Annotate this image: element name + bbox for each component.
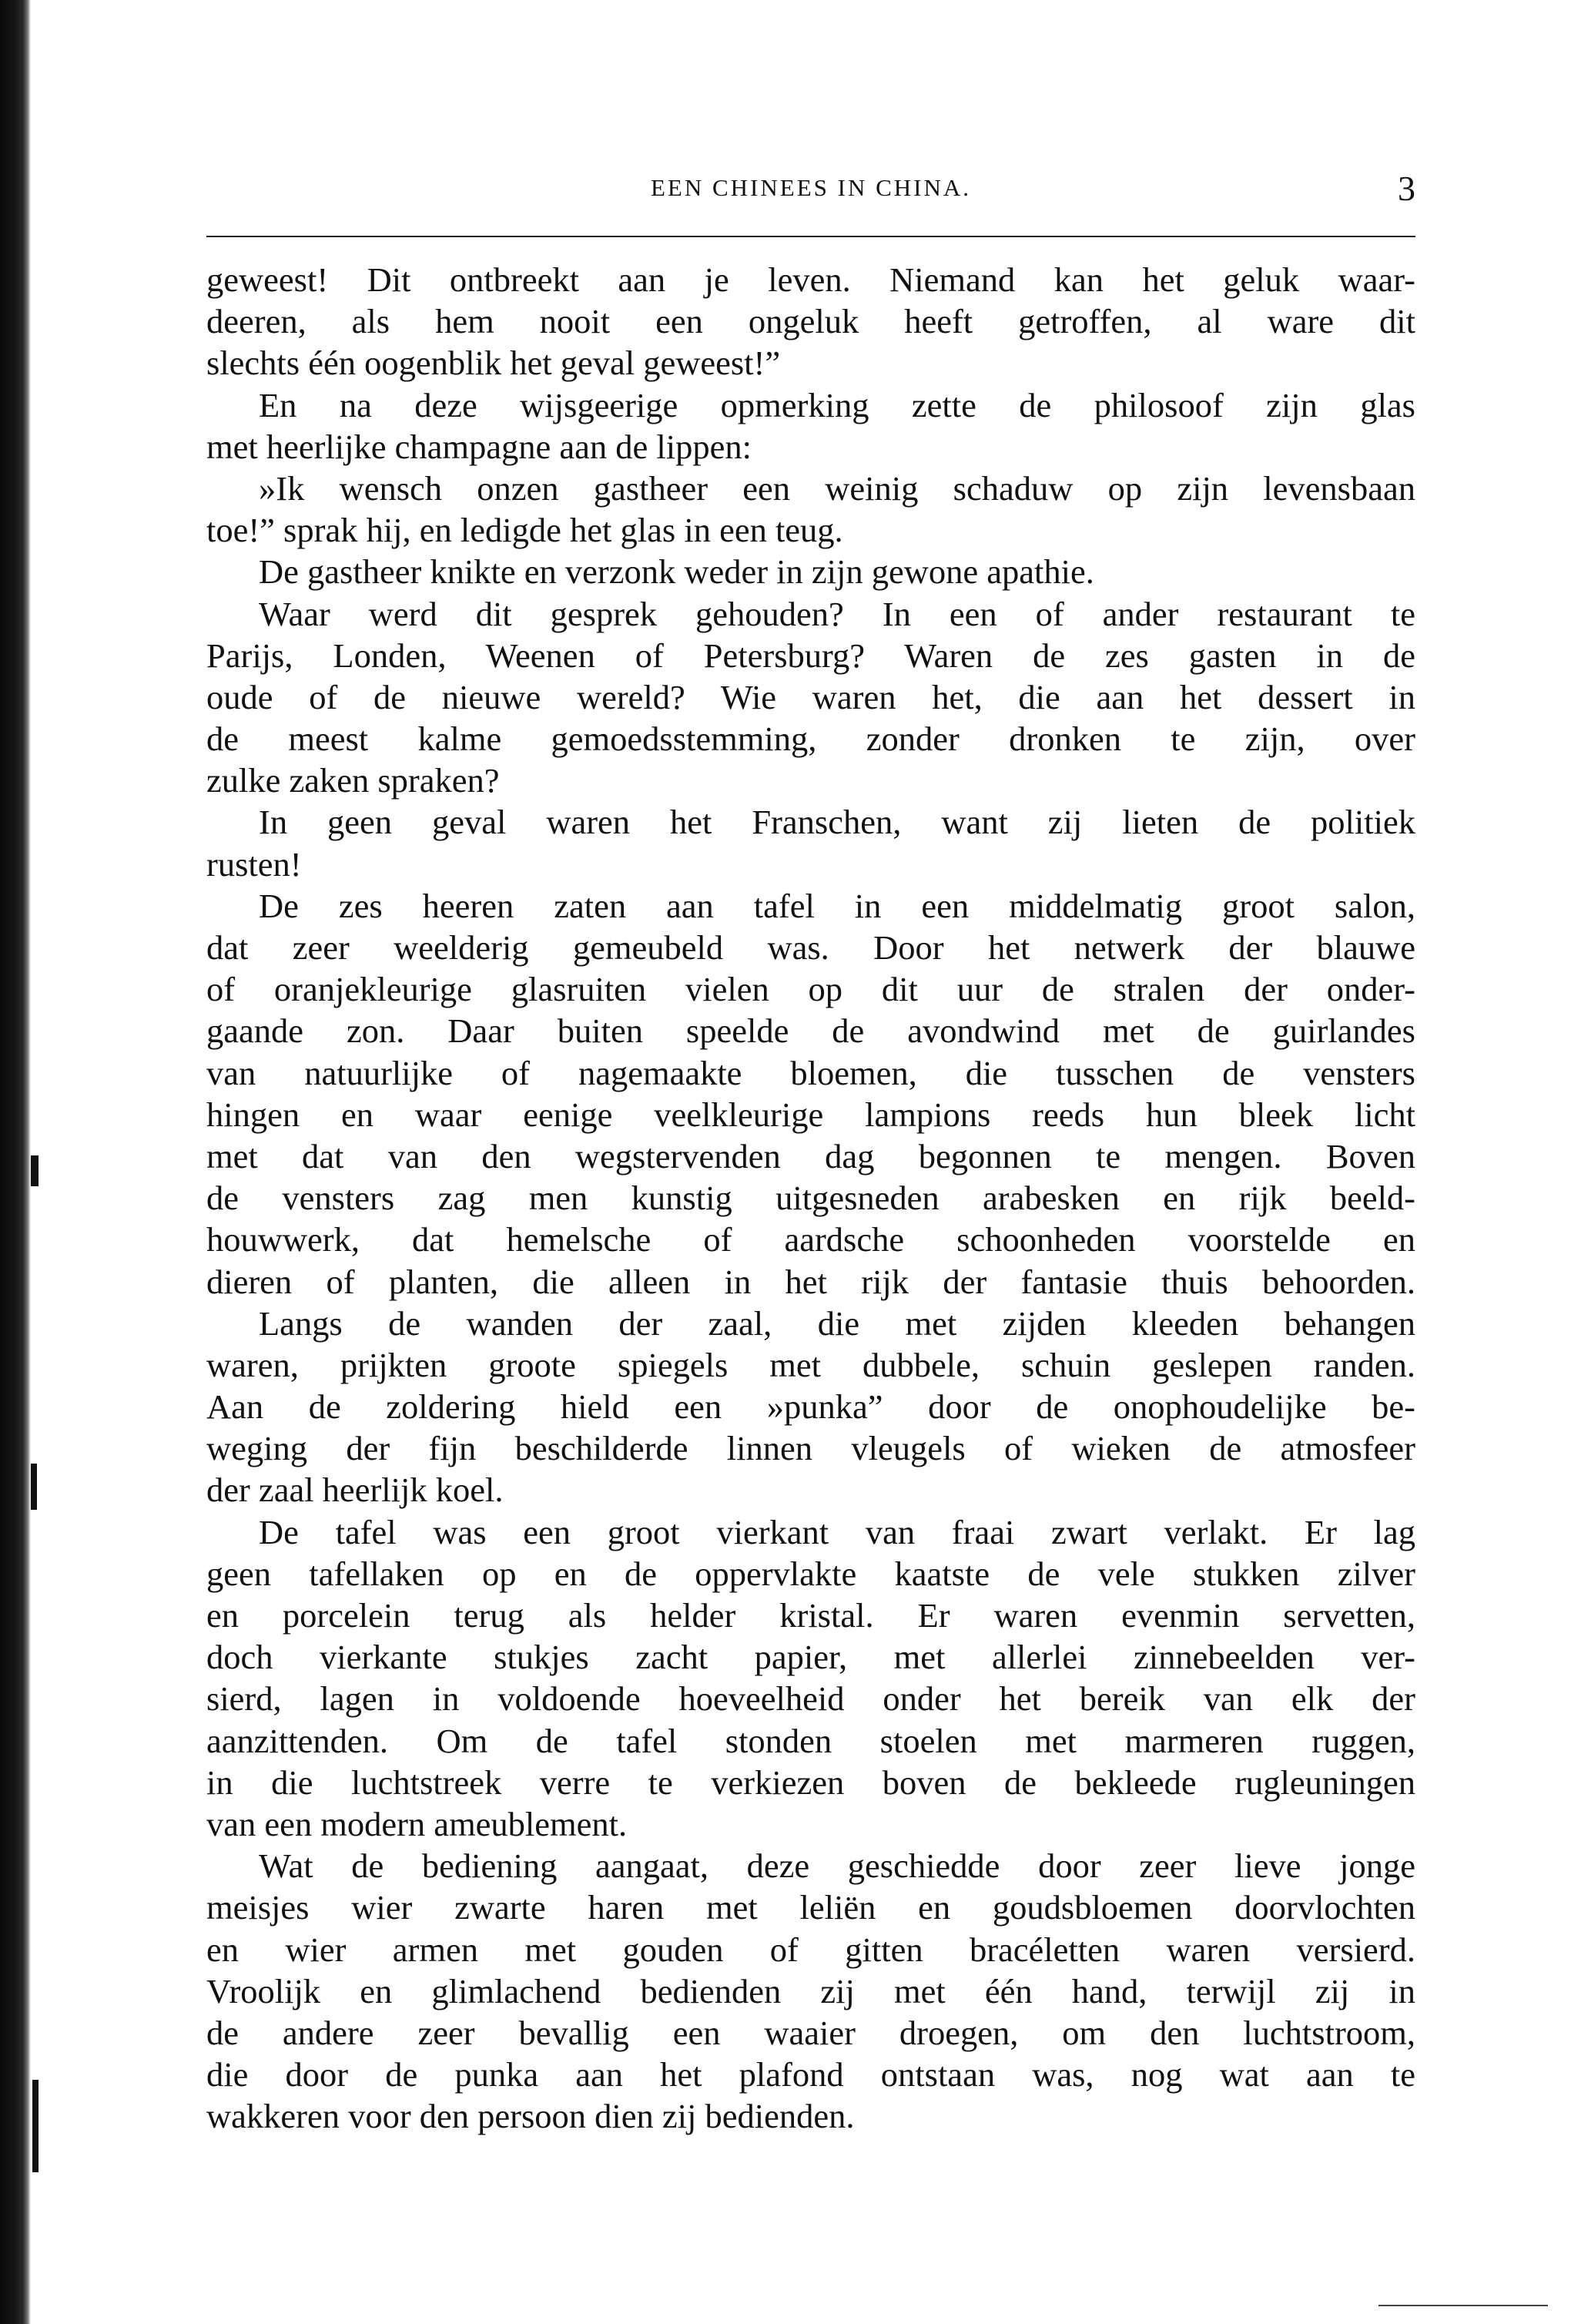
- text-line: En na deze wijsgeerige opmerking zette de philosoof zijn glas: [259, 385, 1415, 424]
- text-line: de meest kalme gemoedsstemming, zonder dronken te zijn, over: [206, 719, 1415, 759]
- text-line: dieren of planten, die alleen in het rijk der fantasie thuis behoorden.: [206, 1262, 1415, 1301]
- text-line: de andere zeer bevallig een waaier droegen, om den luchtstroom,: [206, 2013, 1415, 2052]
- text-line: van een modern ameublement.: [206, 1804, 628, 1843]
- text-line: Langs de wanden der zaal, die met zijden kleeden behangen: [259, 1303, 1415, 1343]
- text-line: gaande zon. Daar buiten speelde de avondwind met de guirlandes: [206, 1011, 1415, 1051]
- text-line: met heerlijke champagne aan de lippen:: [206, 427, 752, 466]
- text-line: met dat van den wegstervenden dag begonnen te mengen. Boven: [206, 1136, 1415, 1175]
- text-line: meisjes wier zwarte haren met leliën en goudsbloemen doorvlochten: [206, 1888, 1415, 1927]
- text-line: wakkeren voor den persoon dien zij bedienden.: [206, 2097, 855, 2136]
- text-line: »Ik wensch onzen gastheer een weinig schaduw op zijn levensbaan: [259, 468, 1415, 508]
- text-line: De zes heeren zaten aan tafel in een middelmatig groot salon,: [259, 886, 1415, 925]
- text-line: weging der fijn beschilderde linnen vleugels of wieken de atmosfeer: [206, 1429, 1415, 1468]
- text-line: hingen en waar eenige veelkleurige lampions reeds hun bleek licht: [206, 1095, 1415, 1134]
- text-line: waren, prijkten groote spiegels met dubbele, schuin geslepen randen.: [206, 1345, 1415, 1384]
- text-line: zulke zaken spraken?: [206, 761, 500, 800]
- scan-speck: [31, 1155, 39, 1186]
- text-line: Wat de bediening aangaat, deze geschiedde door zeer lieve jonge: [259, 1846, 1415, 1886]
- binding-shadow: [0, 0, 31, 2324]
- text-line: der zaal heerlijk koel.: [206, 1471, 504, 1510]
- bottom-rule: [1378, 2305, 1548, 2306]
- running-head: [206, 169, 1415, 220]
- header-rule: [206, 236, 1415, 237]
- text-line: doch vierkante stukjes zacht papier, met allerlei zinnebeelden ver-: [206, 1638, 1415, 1677]
- text-line: en porcelein terug als helder kristal. Er waren evenmin servetten,: [206, 1596, 1415, 1635]
- text-line: in die luchtstreek verre te verkiezen boven de bekleede rugleuningen: [206, 1762, 1415, 1802]
- text-line: toe!” sprak hij, en ledigde het glas in een teug.: [206, 511, 843, 550]
- text-line: aanzittenden. Om de tafel stonden stoelen met marmeren ruggen,: [206, 1721, 1415, 1760]
- scan-speck: [31, 1464, 37, 1510]
- text-line: De gastheer knikte en verzonk weder in zijn gewone apathie.: [259, 552, 1094, 592]
- text-line: geweest! Dit ontbreekt aan je leven. Niemand kan het geluk waar-: [206, 260, 1415, 299]
- text-line: slechts één oogenblik het geval geweest!”: [206, 344, 781, 383]
- text-line: Parijs, Londen, Weenen of Petersburg? Waren de zes gasten in de: [206, 635, 1415, 675]
- body-text: [206, 259, 1415, 2137]
- text-line: Aan de zoldering hield een »punka” door de onophoudelijke be-: [206, 1387, 1415, 1427]
- text-line: sierd, lagen in voldoende hoeveelheid onder het bereik van elk der: [206, 1679, 1415, 1719]
- scan-speck: [32, 2080, 39, 2172]
- text-line: In geen geval waren het Franschen, want zij lieten de politiek: [259, 803, 1415, 842]
- text-line: rusten!: [206, 844, 302, 884]
- text-line: de vensters zag men kunstig uitgesneden arabesken en rijk beeld-: [206, 1179, 1415, 1218]
- page-number: 3: [1398, 169, 1415, 208]
- text-line: geen tafellaken op en de oppervlakte kaatste de vele stukken zilver: [206, 1554, 1415, 1593]
- text-line: dat zeer weelderig gemeubeld was. Door het netwerk der blauwe: [206, 928, 1415, 967]
- text-line: deeren, als hem nooit een ongeluk heeft getroffen, al ware dit: [206, 302, 1415, 341]
- text-line: die door de punka aan het plafond ontstaan was, nog wat aan te: [206, 2055, 1415, 2094]
- text-line: houwwerk, dat hemelsche of aardsche schoonheden voorstelde en: [206, 1220, 1415, 1259]
- running-title: EEN CHINEES IN CHINA.: [650, 174, 972, 201]
- text-line: Vroolijk en glimlachend bedienden zij met één hand, terwijl zij in: [206, 1971, 1415, 2010]
- text-line: van natuurlijke of nagemaakte bloemen, die tusschen de vensters: [206, 1053, 1415, 1092]
- text-line: of oranjekleurige glasruiten vielen op dit uur de stralen der onder-: [206, 970, 1415, 1009]
- text-line: Waar werd dit gesprek gehouden? In een of ander restaurant te: [259, 594, 1415, 633]
- text-line: De tafel was een groot vierkant van fraai zwart verlakt. Er lag: [259, 1512, 1415, 1551]
- text-line: oude of de nieuwe wereld? Wie waren het, die aan het dessert in: [206, 677, 1415, 716]
- text-line: en wier armen met gouden of gitten bracéletten waren versierd.: [206, 1930, 1415, 1969]
